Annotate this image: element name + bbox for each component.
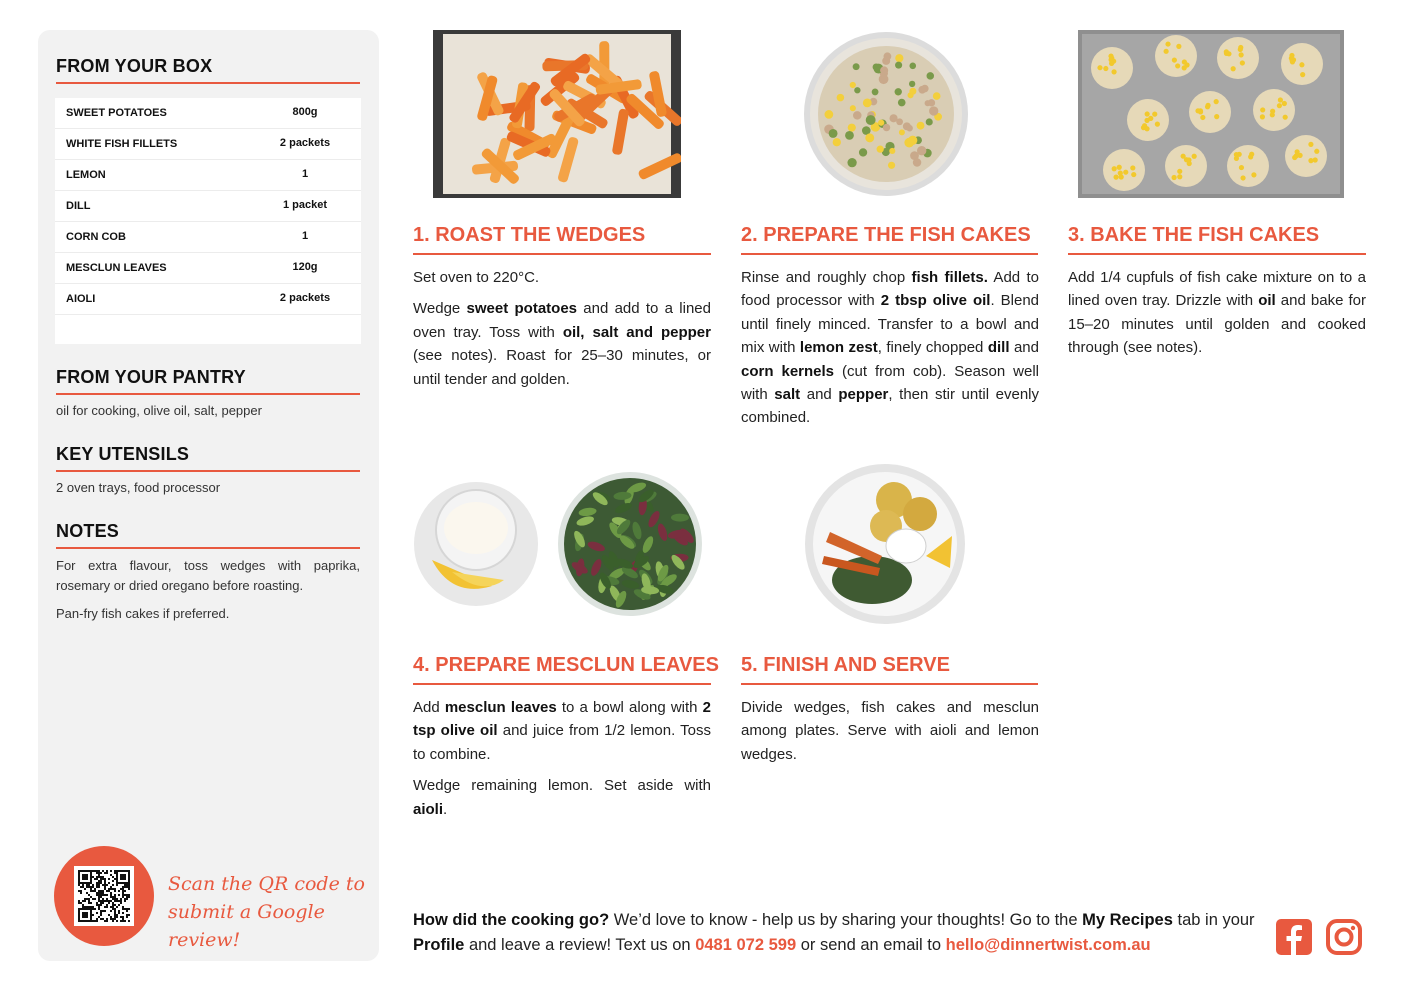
body-text: to a bowl along with bbox=[556, 699, 703, 716]
step-4-body bbox=[413, 696, 711, 829]
box-item-row bbox=[55, 98, 361, 129]
emphasis-text: 2 tsp olive oil bbox=[413, 699, 712, 740]
box-item-row bbox=[55, 160, 361, 191]
emphasis-text: aioli bbox=[413, 800, 444, 818]
body-text: Wedge bbox=[413, 300, 467, 318]
box-item-name: AIOLI bbox=[66, 293, 96, 305]
emphasis-text: Profile bbox=[413, 936, 465, 954]
box-item-row bbox=[55, 253, 361, 284]
emphasis-text: dill bbox=[987, 339, 1010, 357]
emphasis-text: pepper bbox=[838, 386, 889, 404]
box-item-qty: 2 packets bbox=[279, 292, 331, 304]
notes-heading: NOTES bbox=[56, 521, 120, 541]
emphasis-text: My Recipes bbox=[1082, 911, 1173, 929]
emphasis-text: 2 tbsp olive oil bbox=[880, 292, 991, 310]
box-item-name: SWEET POTATOES bbox=[66, 107, 167, 119]
notes-heading-rule bbox=[56, 547, 360, 549]
pantry-heading: FROM YOUR PANTRY bbox=[56, 367, 246, 387]
note-2: Pan-fry fish cakes if preferred. bbox=[56, 606, 230, 621]
emphasis-text: sweet potatoes bbox=[466, 300, 578, 318]
step-4-title: 4. PREPARE MESCLUN LEAVES bbox=[413, 654, 719, 676]
qr-code[interactable] bbox=[74, 866, 134, 926]
box-item-row bbox=[55, 222, 361, 253]
step-paragraph bbox=[1068, 266, 1366, 360]
qr-text-line-2: submit a Google review! bbox=[168, 901, 325, 951]
step-2-rule bbox=[741, 253, 1038, 255]
step-3-body bbox=[1068, 266, 1366, 368]
utensils-heading: KEY UTENSILS bbox=[56, 444, 190, 464]
box-item-name: WHITE FISH FILLETS bbox=[66, 138, 178, 150]
box-heading-rule bbox=[56, 82, 360, 84]
step-2-title: 2. PREPARE THE FISH CAKES bbox=[741, 224, 1031, 246]
emphasis-text: lemon zest bbox=[799, 339, 878, 357]
body-text: Add bbox=[413, 699, 445, 716]
step-1-title: 1. ROAST THE WEDGES bbox=[413, 224, 646, 246]
step-2-body bbox=[741, 266, 1039, 438]
plated-dish-photo bbox=[802, 460, 968, 628]
qr-code-badge[interactable] bbox=[54, 846, 154, 946]
body-text: Rinse and roughly chop bbox=[741, 269, 912, 286]
body-text: and leave a review! Text us on bbox=[464, 936, 696, 954]
qr-code-icon bbox=[78, 870, 130, 922]
box-item-qty: 2 packets bbox=[279, 137, 331, 149]
body-text: Divide wedges, fish cakes and mesclun among plates. Serve with aioli and lemon wedges. bbox=[741, 699, 1039, 763]
box-heading: FROM YOUR BOX bbox=[56, 56, 213, 76]
facebook-icon[interactable] bbox=[1275, 918, 1313, 956]
review-footer bbox=[413, 908, 1263, 958]
body-text: and bbox=[1009, 339, 1039, 357]
contact-link[interactable]: hello@dinnertwist.com.au bbox=[945, 936, 1151, 954]
box-item-name: CORN COB bbox=[66, 231, 126, 243]
body-text: Add to food processor with bbox=[741, 269, 1039, 310]
step-5-title: 5. FINISH AND SERVE bbox=[741, 654, 950, 676]
step-3-rule bbox=[1068, 253, 1366, 255]
utensils-heading-rule bbox=[56, 470, 360, 472]
emphasis-text: mesclun leaves bbox=[444, 699, 557, 716]
fish-cake-mixture-photo bbox=[800, 30, 972, 198]
emphasis-text: fish fillets. bbox=[911, 269, 988, 286]
box-item-name: LEMON bbox=[66, 169, 106, 181]
step-3-title: 3. BAKE THE FISH CAKES bbox=[1068, 224, 1320, 246]
emphasis-text: salt bbox=[774, 386, 801, 404]
note-1: For extra flavour, toss wedges with paprika, rosemary or dried oregano before roasting. bbox=[56, 558, 360, 593]
step-4-rule bbox=[413, 683, 711, 685]
emphasis-text: oil bbox=[1258, 292, 1276, 310]
body-text: or send an email to bbox=[796, 936, 946, 954]
box-item-row bbox=[55, 191, 361, 222]
step-1-body bbox=[413, 266, 711, 399]
body-text: and bake for 15–20 minutes until golden and cooked through (see notes). bbox=[1068, 292, 1367, 357]
instagram-icon[interactable] bbox=[1325, 918, 1363, 956]
box-item-row bbox=[55, 284, 361, 315]
step-paragraph bbox=[413, 696, 711, 766]
aioli-mesclun-photo bbox=[412, 468, 704, 618]
body-text: and bbox=[800, 386, 839, 404]
emphasis-text: oil, salt and pepper bbox=[562, 323, 711, 341]
qr-text-line-1: Scan the QR code to bbox=[168, 873, 365, 895]
body-text: (cut from cob). Season well with bbox=[741, 362, 1039, 404]
step-1-rule bbox=[413, 253, 711, 255]
body-text: and juice from 1/2 lemon. Toss to combine. bbox=[413, 722, 712, 763]
box-item-qty: 1 packet bbox=[282, 199, 328, 211]
contact-link[interactable]: 0481 072 599 bbox=[695, 936, 797, 954]
box-ingredients-table bbox=[55, 98, 361, 344]
body-text: tab in your bbox=[1172, 911, 1255, 929]
step-paragraph bbox=[413, 774, 711, 821]
body-text: Wedge remaining lemon. Set aside with bbox=[413, 777, 711, 795]
pantry-text: oil for cooking, olive oil, salt, pepper bbox=[56, 403, 262, 418]
utensils-text: 2 oven trays, food processor bbox=[56, 480, 221, 495]
box-item-qty: 1 bbox=[301, 230, 309, 242]
step-paragraph bbox=[741, 696, 1039, 766]
step-5-body bbox=[741, 696, 1039, 774]
box-item-qty: 120g bbox=[292, 261, 318, 273]
box-item-name: MESCLUN LEAVES bbox=[66, 262, 167, 274]
pantry-heading-rule bbox=[56, 393, 360, 395]
body-text: . Blend until finely minced. Transfer to a bowl and mix with bbox=[741, 292, 1040, 357]
emphasis-text: How did the cooking go? bbox=[413, 911, 610, 929]
box-item-qty: 800g bbox=[292, 106, 318, 118]
roasted-wedges-photo bbox=[433, 30, 681, 198]
box-item-name: DILL bbox=[66, 200, 91, 212]
body-text: We’d love to know - help us by sharing your thoughts! Go to the bbox=[609, 911, 1083, 929]
step-paragraph bbox=[413, 266, 711, 289]
box-item-row bbox=[55, 129, 361, 160]
box-item-qty: 1 bbox=[301, 168, 309, 180]
qr-review-prompt bbox=[168, 870, 379, 954]
fish-cakes-tray-photo bbox=[1078, 30, 1344, 198]
step-paragraph bbox=[741, 266, 1039, 430]
body-text: and add to a lined oven tray. Toss with bbox=[413, 300, 711, 341]
body-text: (see notes). Roast for 25–30 minutes, or until tender and golden. bbox=[413, 347, 711, 388]
body-text: Add 1/4 cupfuls of fish cake mixture on to a lined oven tray. Drizzle with bbox=[1068, 269, 1366, 310]
body-text: Set oven to 220°C. bbox=[413, 269, 540, 286]
body-text: , then stir until evenly combined. bbox=[741, 386, 1040, 427]
sidebar bbox=[38, 30, 379, 961]
step-5-rule bbox=[741, 683, 1038, 685]
emphasis-text: corn kernels bbox=[741, 362, 835, 380]
body-text: , finely chopped bbox=[877, 339, 988, 357]
step-paragraph bbox=[413, 297, 711, 391]
body-text: . bbox=[443, 800, 448, 818]
